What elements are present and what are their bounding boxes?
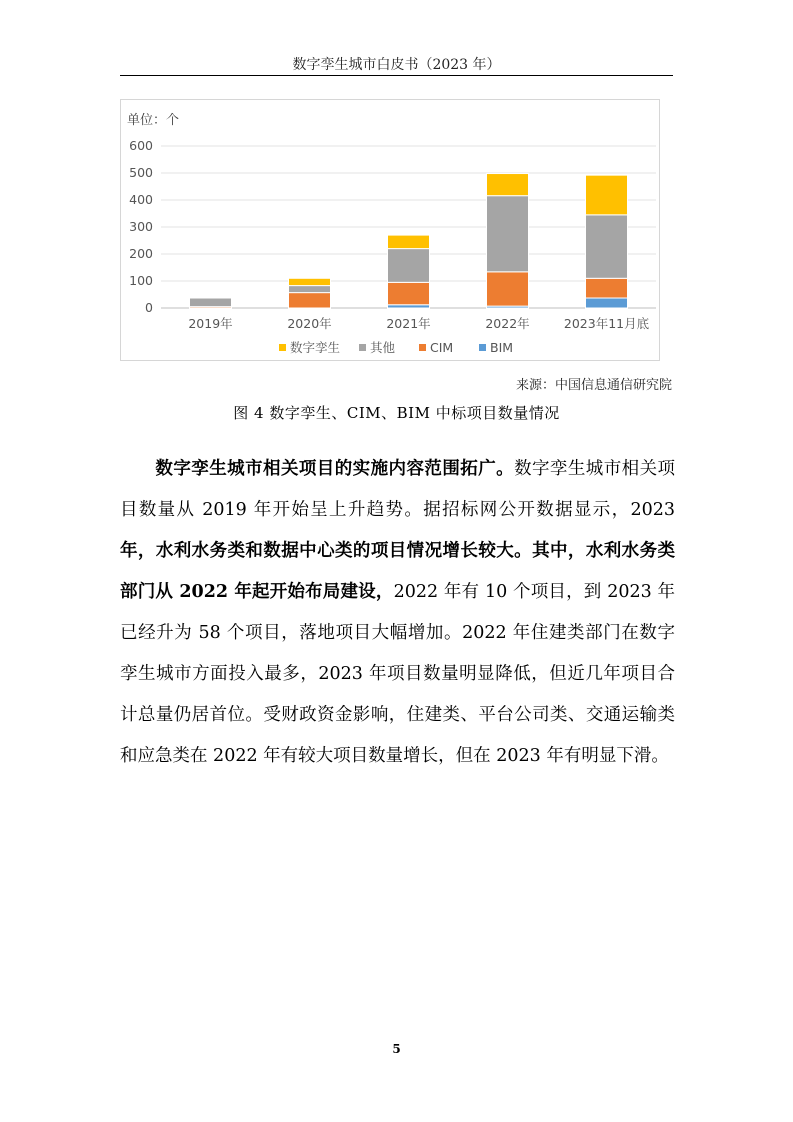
y-tick-label: 600 <box>129 138 153 153</box>
bar-segment <box>586 278 628 298</box>
bars <box>190 174 628 308</box>
y-tick-label: 0 <box>145 300 153 315</box>
bar-segment <box>388 235 430 249</box>
bar-segment <box>586 298 628 308</box>
y-tick-label: 500 <box>129 165 153 180</box>
bar-segment <box>190 298 232 307</box>
legend-label: BIM <box>490 340 514 355</box>
body-text-1: 数字孪生城市相关项目数量从 2019 年开始呈上升趋势。据招标网公开数据显示，2023 <box>120 459 676 520</box>
y-tick-label: 300 <box>129 219 153 234</box>
chart-unit-label: 单位：个 <box>127 113 180 128</box>
running-header: 数字孪生城市白皮书（2023 年） <box>292 57 501 73</box>
bar-segment <box>388 249 430 283</box>
body-bold-lead: 数字孪生城市相关项目的实施内容范围拓广。 <box>155 459 515 479</box>
legend-swatch <box>279 344 286 351</box>
legend <box>279 340 513 355</box>
legend-label: 数字孪生 <box>290 340 341 355</box>
x-tick-label: 2020年 <box>287 316 332 331</box>
body-bold-mid: 年，水利水务类和数据中心类的项目情况增长较大。其中，水利水务类部门从 2022 年起开始布局建设， <box>120 541 675 602</box>
bar-segment <box>586 175 628 215</box>
y-tick-label: 100 <box>129 273 153 288</box>
bar-segment <box>586 215 628 278</box>
header-rule <box>120 75 673 76</box>
chart-source: 来源：中国信息通信研究院 <box>515 378 672 393</box>
page-number: 5 <box>392 1042 401 1056</box>
body-text-2: 2022 年有 10 个项目，到 2023 年已经升为 58 个项目，落地项目大幅增加。2022 年住建类部门在数字孪生城市方面投入最多，2023 年项目数量明显降低，但近几年项目合计总量仍居首位。受财政资金影响，住建类、平台公司类、交通运输类和应急类在 2022 年有较大项目数量增长，但在 2023 年有明显下滑。 <box>120 582 676 766</box>
x-tick-label: 2019年 <box>188 316 233 331</box>
bar-segment <box>487 174 529 196</box>
figure-caption: 图 4 数字孪生、CIM、BIM 中标项目数量情况 <box>233 404 560 422</box>
bar-segment <box>388 282 430 304</box>
stacked-bar-chart <box>121 100 661 362</box>
legend-swatch <box>419 344 426 351</box>
x-tick-label: 2023年11月底 <box>563 316 650 331</box>
bar-segment <box>190 297 232 298</box>
legend-swatch <box>479 344 486 351</box>
y-tick-label: 400 <box>129 192 153 207</box>
bar-segment <box>289 293 331 308</box>
chart-container <box>120 99 660 361</box>
y-axis-ticks <box>129 138 153 315</box>
y-tick-label: 200 <box>129 246 153 261</box>
x-tick-label: 2021年 <box>386 316 431 331</box>
x-tick-label: 2022年 <box>485 316 530 331</box>
body-paragraph <box>120 449 675 777</box>
legend-label: CIM <box>430 340 454 355</box>
legend-swatch <box>359 344 366 351</box>
x-axis-ticks <box>188 316 649 331</box>
legend-label: 其他 <box>370 340 396 355</box>
bar-segment <box>487 272 529 306</box>
bar-segment <box>289 286 331 293</box>
bar-segment <box>289 278 331 285</box>
bar-segment <box>487 196 529 272</box>
